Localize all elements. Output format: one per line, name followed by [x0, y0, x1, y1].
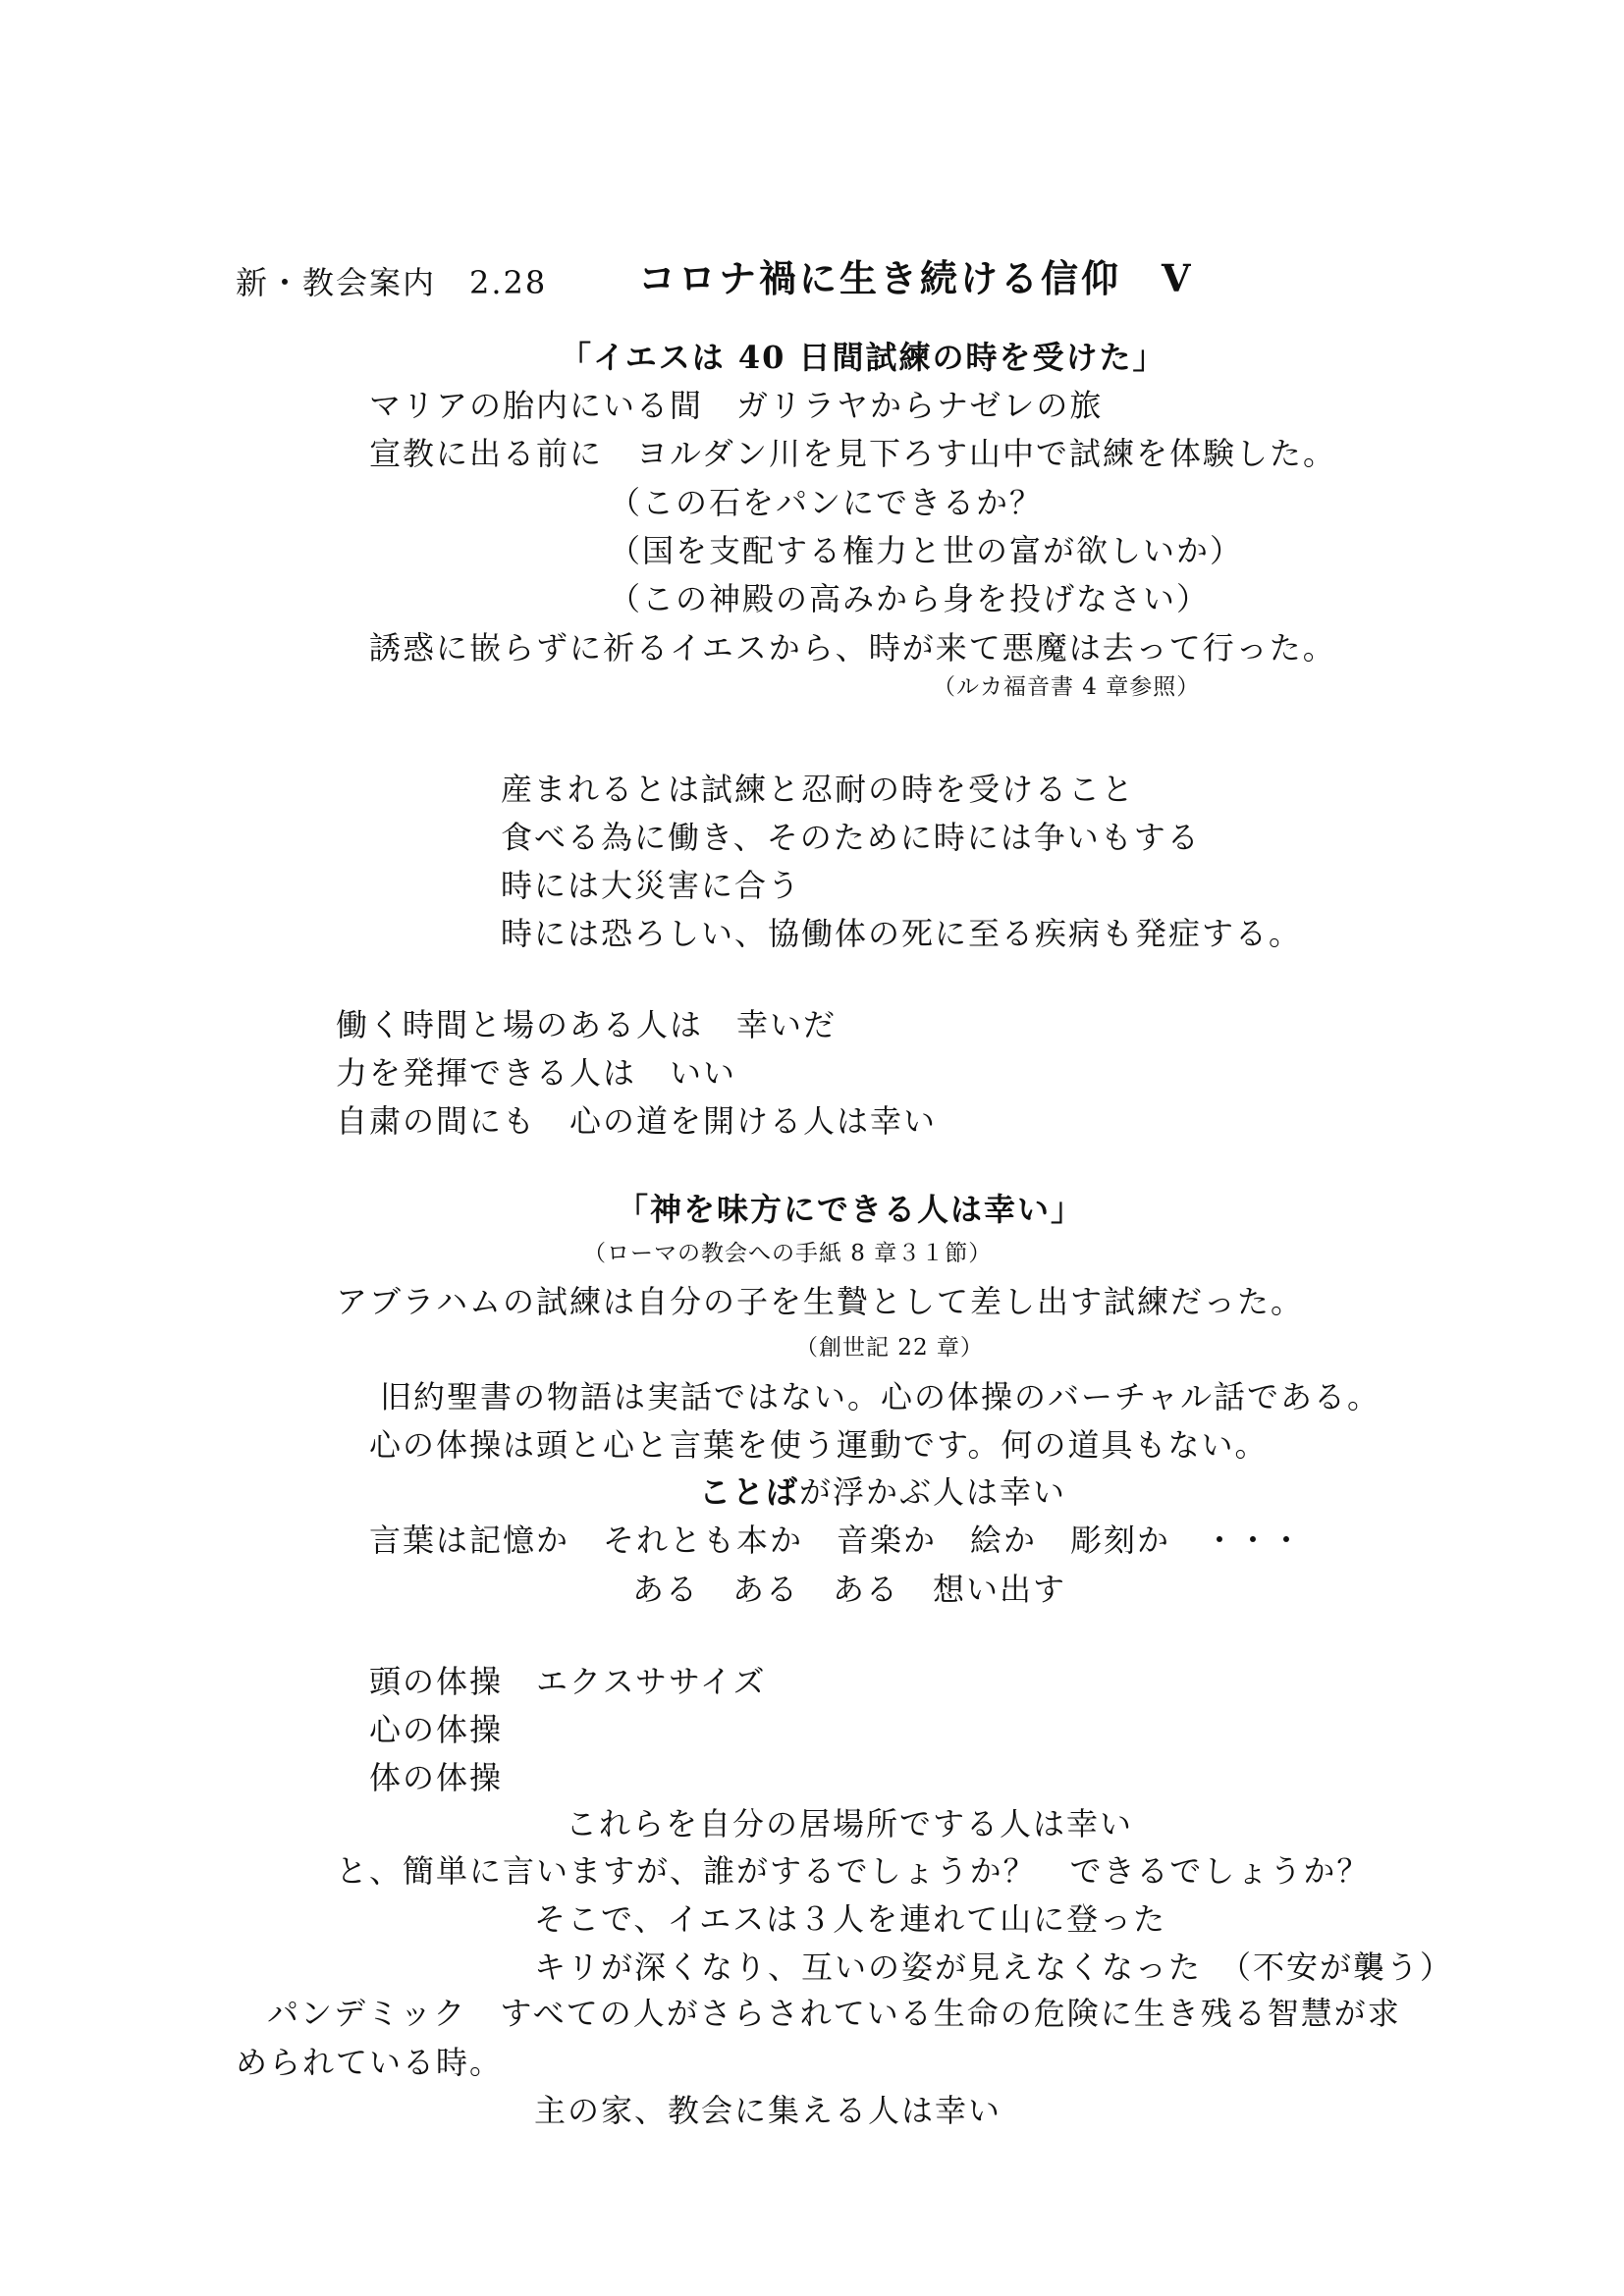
text-line: 主の家、教会に集える人は幸い	[534, 2092, 1002, 2129]
text-line: 力を発揮できる人は いい	[336, 1054, 737, 1092]
text-line: キリが深くなり、互いの姿が見えなくなった （不安が襲う）	[534, 1949, 1454, 1986]
text-line: 頭の体操 エクスササイズ	[369, 1663, 767, 1700]
text-line: 働く時間と場のある人は 幸いだ	[336, 1006, 838, 1043]
text-line: （この石をパンにできるか？	[609, 484, 1044, 521]
text-line: 体の体操	[369, 1759, 504, 1796]
header-label: 新・教会案内 2.28	[236, 264, 548, 301]
text-line: 心の体操	[369, 1711, 504, 1748]
emphasis-word: ことば	[699, 1473, 800, 1511]
text-line: マリアの胎内にいる間 ガリラヤからナゼレの旅	[369, 387, 1104, 424]
reference-note: （ローマの教会への手紙 8 章３１節）	[583, 1241, 993, 1266]
emphasis-line	[699, 1472, 1066, 1512]
section1-heading: 「イエスは 40 日間試練の時を受けた」	[560, 339, 1166, 376]
text-line: 時には恐ろしい、協働体の死に至る疾病も発症する。	[501, 915, 1303, 952]
page-title: コロナ禍に生き続ける信仰 Ⅴ	[638, 256, 1194, 300]
text-line: 宣教に出る前に ヨルダン川を見下ろす山中で試練を体験した。	[369, 435, 1337, 472]
text-line: 産まれるとは試練と忍耐の時を受けること	[501, 771, 1136, 808]
paragraph: パンデミック すべての人がさらされている生命の危険に生き残る智慧が求められている時。	[236, 1995, 1401, 2081]
text-line: これらを自分の居場所でする人は幸い	[566, 1805, 1134, 1842]
text-line: 時には大災害に合う	[501, 867, 802, 904]
section4-heading: 「神を味方にできる人は幸い」	[617, 1191, 1085, 1228]
reference-note: （創世記 22 章）	[795, 1335, 984, 1361]
text-line: （国を支配する権力と世の富が欲しいか）	[609, 532, 1244, 569]
text-line: そこで、イエスは３人を連れて山に登った	[534, 1900, 1167, 1938]
reference-note: （ルカ福音書 4 章参照）	[933, 674, 1201, 700]
text-line: と、簡単に言いますが、誰がするでしょうか？ できるでしょうか？	[336, 1852, 1371, 1890]
text-line: 旧約聖書の物語は実話ではない。心の体操のバーチャル話である。	[380, 1378, 1381, 1415]
text-line: （この神殿の高みから身を投げなさい）	[609, 580, 1211, 617]
text-line: 自粛の間にも 心の道を開ける人は幸い	[336, 1102, 938, 1140]
text-line: アブラハムの試練は自分の子を生贄として差し出す試練だった。	[336, 1283, 1305, 1320]
text-line: ある ある ある 想い出す	[632, 1571, 1067, 1608]
text-line: 誘惑に嵌らずに祈るイエスから、時が来て悪魔は去って行った。	[369, 629, 1336, 667]
text-line: 言葉は記憶か それとも本か 音楽か 絵か 彫刻か ・・・	[369, 1522, 1305, 1559]
emphasis-rest: が浮かぶ人は幸い	[799, 1473, 1067, 1511]
text-line: 食べる為に働き、そのために時には争いもする	[501, 819, 1201, 856]
text-line: 心の体操は頭と心と言葉を使う運動です。何の道具もない。	[369, 1426, 1269, 1464]
